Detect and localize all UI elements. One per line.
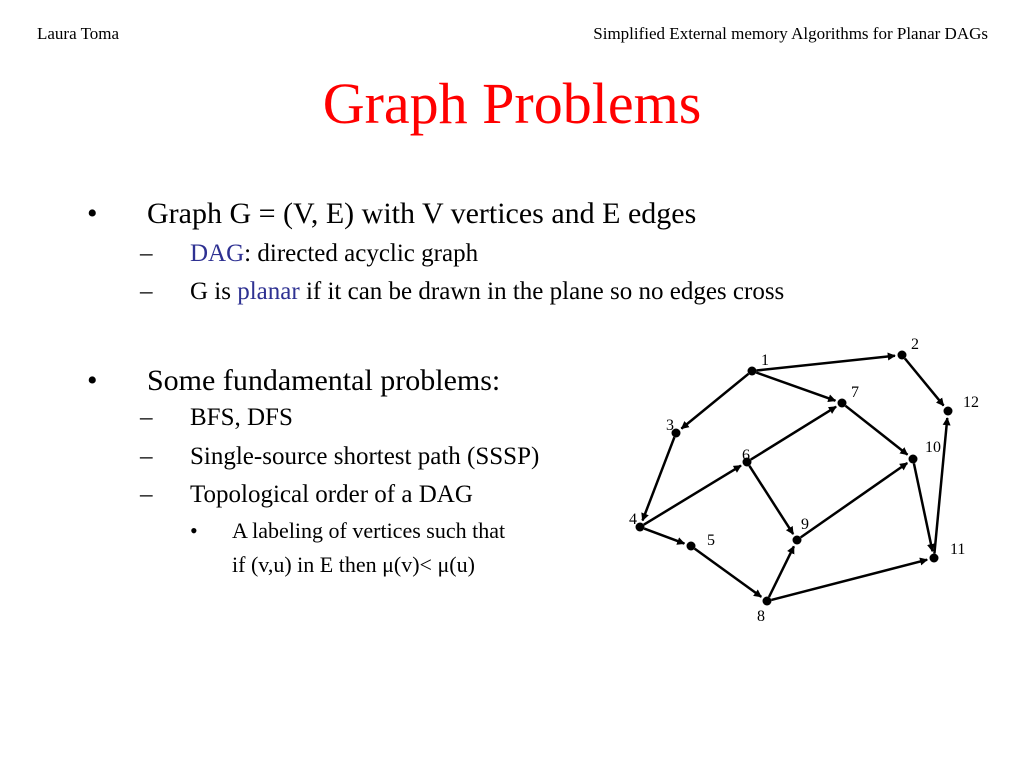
planar-prefix: G is [190, 278, 238, 305]
vertex-12 [944, 407, 953, 416]
dash-marker: – [140, 240, 153, 267]
header-subject: Simplified External memory Algorithms for Planar DAGs [593, 24, 988, 43]
sub-bullet-topological-order: Topological order of a DAG [190, 481, 473, 508]
vertex-label-12: 12 [963, 394, 979, 411]
term-planar: planar [237, 278, 300, 305]
edge-10-11 [914, 463, 933, 551]
vertex-9 [793, 536, 802, 545]
vertex-label-1: 1 [761, 352, 769, 369]
edge-7-10 [846, 406, 908, 455]
vertex-label-6: 6 [742, 447, 750, 464]
vertex-label-11: 11 [950, 541, 966, 558]
vertex-label-10: 10 [925, 439, 941, 456]
vertex-7 [838, 399, 847, 408]
edge-4-5 [644, 529, 684, 544]
planar-definition: if it can be drawn in the plane so no edges cross [299, 278, 785, 305]
edge-6-7 [751, 407, 836, 460]
vertex-10 [909, 455, 918, 464]
edge-6-9 [749, 466, 793, 534]
bullet-fundamental-problems: Some fundamental problems: [147, 364, 501, 397]
slide-title: Graph Problems [322, 71, 702, 136]
edge-5-8 [695, 549, 762, 597]
vertex-5 [687, 542, 696, 551]
edge-1-2 [757, 356, 896, 371]
vertex-2 [898, 351, 907, 360]
vertex-label-9: 9 [801, 516, 809, 533]
dash-marker: – [140, 278, 153, 305]
vertex-label-8: 8 [757, 608, 765, 625]
bullet-graph-definition: Graph G = (V, E) with V vertices and E edges [147, 197, 697, 230]
edge-8-11 [771, 560, 927, 600]
bullet-marker: • [87, 197, 98, 230]
edge-8-9 [769, 546, 794, 597]
dash-marker: – [140, 481, 153, 508]
vertex-1 [748, 367, 757, 376]
vertex-label-5: 5 [707, 532, 715, 549]
topological-labeling-line1: A labeling of vertices such that [232, 518, 506, 543]
vertex-11 [930, 554, 939, 563]
header-author: Laura Toma [37, 24, 120, 43]
edge-1-3 [681, 374, 748, 429]
vertex-label-3: 3 [666, 417, 674, 434]
vertex-label-7: 7 [851, 384, 859, 401]
vertex-8 [763, 597, 772, 606]
vertex-label-4: 4 [629, 511, 637, 528]
dash-marker: – [140, 404, 153, 431]
bullet-marker: • [87, 364, 98, 397]
sub-bullet-sssp: Single-source shortest path (SSSP) [190, 443, 540, 470]
term-dag: DAG [190, 240, 245, 267]
edge-4-6 [644, 466, 741, 525]
dag-definition: : directed acyclic graph [244, 240, 479, 267]
vertex-label-2: 2 [911, 336, 919, 353]
topological-labeling-line2: if (v,u) in E then μ(v)< μ(u) [232, 552, 475, 577]
edge-2-12 [905, 359, 944, 406]
edge-9-10 [801, 463, 908, 537]
sub-bullet-bfs-dfs: BFS, DFS [190, 404, 293, 431]
dash-marker: – [140, 443, 153, 470]
edge-1-7 [756, 373, 835, 401]
bullet-marker: • [190, 518, 198, 543]
